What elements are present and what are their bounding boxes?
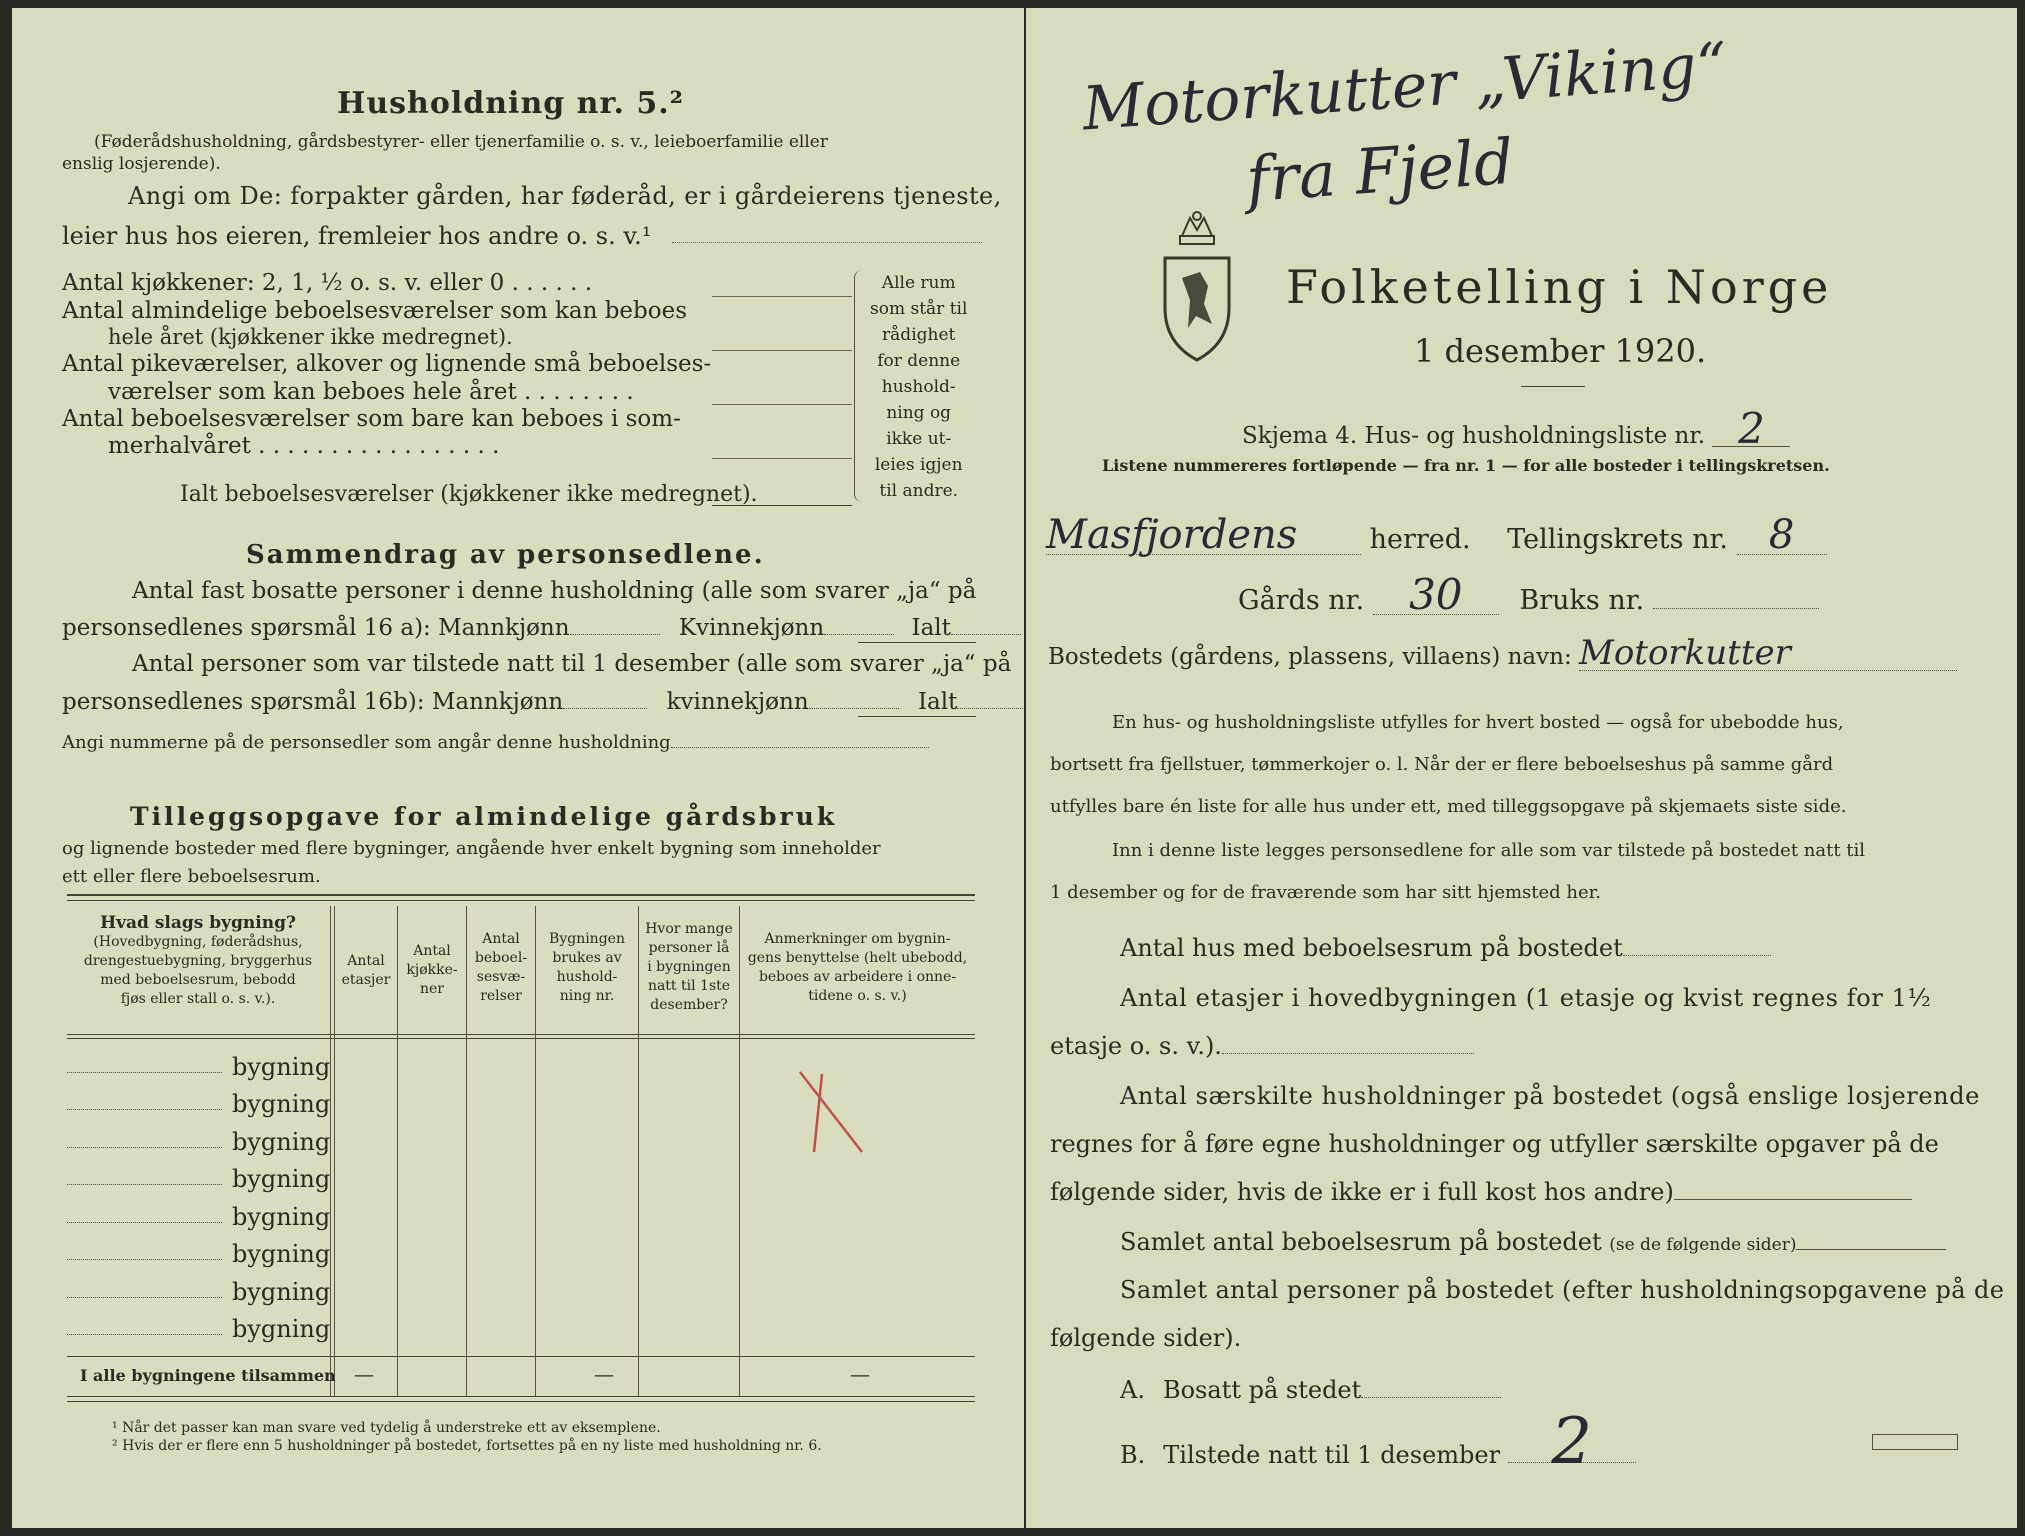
summary-title: Sammendrag av personsedlene. bbox=[246, 540, 765, 570]
rooms-line-6: merhalvåret . . . . . . . . . . . . . . . . . bbox=[108, 433, 500, 459]
th-rooms: Antal beboel- sesvæ- relser bbox=[474, 931, 528, 1004]
form-title: Folketelling i Norge bbox=[1286, 260, 1833, 314]
intro-line-2: leier hus hos eieren, fremleier hos andre o. s. v.¹ bbox=[62, 222, 652, 250]
building-row: bygning bbox=[67, 1315, 330, 1343]
q4: Samlet antal beboelsesrum på bostedet (se de følgende sider) bbox=[1120, 1228, 1946, 1256]
tillegg-sub-1: og lignende bosteder med flere bygninger, angående hver enkelt bygning som inneholder bbox=[62, 838, 881, 859]
herred-value: Masfjordens bbox=[1046, 516, 1361, 555]
para2-line-2: 1 desember og for de fraværende som har sitt hjemsted her. bbox=[1050, 882, 1601, 903]
building-row: bygning bbox=[67, 1090, 330, 1118]
tillegg-sub-2: ett eller flere beboelsesrum. bbox=[62, 866, 321, 887]
th-used-by: Bygningen brukes av hushold- ning nr. bbox=[549, 931, 625, 1004]
household-heading-sub2: enslig losjerende). bbox=[62, 154, 221, 174]
building-row: bygning bbox=[67, 1128, 330, 1156]
bosted-line: Bostedets (gårdens, plassens, villaens) navn: Motorkutter bbox=[1048, 636, 1957, 671]
qB-value: 2 bbox=[1508, 1422, 1636, 1463]
building-row: bygning bbox=[67, 1240, 330, 1268]
summary-1a: Antal fast bosatte personer i denne husholdning (alle som svarer „ja“ på bbox=[132, 578, 977, 604]
q2a: Antal etasjer i hovedbygningen (1 etasje og kvist regnes for 1½ bbox=[1120, 984, 1932, 1012]
para1-line-2: bortsett fra fjellstuer, tømmerkojer o. l. Når der er flere beboelseshus på samme gård bbox=[1050, 754, 1834, 775]
handwritten-title-2: fra Fjeld bbox=[1243, 124, 1516, 217]
skjema-line: Skjema 4. Hus- og husholdningsliste nr. 2 bbox=[1242, 412, 1790, 449]
rooms-line-5: Antal beboelsesværelser som bare kan beboes i som- bbox=[62, 406, 681, 432]
bosted-value: Motorkutter bbox=[1579, 636, 1957, 671]
th-floors: Antal etasjer bbox=[341, 953, 391, 988]
angi-nummerne: Angi nummerne på de personsedler som angår denne husholdning bbox=[62, 732, 929, 753]
q5a: Samlet antal personer på bostedet (efter husholdningsopgavene på de bbox=[1120, 1276, 2005, 1304]
qB: B. Tilstede natt til 1 desember 2 bbox=[1120, 1422, 1636, 1469]
printer-stamp bbox=[1872, 1434, 1958, 1450]
household-heading: Husholdning nr. 5.² bbox=[337, 86, 684, 121]
rooms-line-0: Antal kjøkkener: 2, 1, ½ o. s. v. eller 0 . . . . . . bbox=[62, 270, 593, 296]
gards-line: Gårds nr. 30 Bruks nr. bbox=[1238, 576, 1819, 616]
q3a: Antal særskilte husholdninger på bostedet (også enslige losjerende bbox=[1120, 1082, 1980, 1110]
building-row: bygning bbox=[67, 1165, 330, 1193]
household-heading-sub: (Føderådshusholdning, gårdsbestyrer- eller tjenerfamilie o. s. v., leieboerfamilie eller bbox=[94, 132, 828, 152]
herred-line: Masfjordens herred. Tellingskrets nr. 8 bbox=[1046, 516, 1827, 555]
footnote-2: ² Hvis der er flere enn 5 husholdninger på bostedet, fortsettes på en ny liste med husholdning nr. 6. bbox=[112, 1438, 822, 1454]
right-page bbox=[1026, 8, 2017, 1528]
coat-of-arms-icon bbox=[1160, 208, 1234, 368]
total-dash: — bbox=[354, 1362, 374, 1386]
intro-line-1: Angi om De: forpakter gården, har føderåd, er i gårdeierens tjeneste, bbox=[128, 182, 1002, 210]
para1-line-1: En hus- og husholdningsliste utfylles for hvert bosted — også for ubebodde hus, bbox=[1112, 712, 1844, 733]
handwritten-title-1: Motorkutter „Viking“ bbox=[1080, 29, 1730, 145]
krets-value: 8 bbox=[1737, 516, 1827, 555]
footnote-1: ¹ Når det passer kan man svare ved tydelig å understreke ett av eksemplene. bbox=[112, 1420, 661, 1436]
q2b: etasje o. s. v.). bbox=[1050, 1032, 1474, 1060]
red-cross-mark bbox=[792, 1068, 872, 1158]
qA: A. Bosatt på stedet bbox=[1120, 1376, 1501, 1404]
q3c: følgende sider, hvis de ikke er i full kost hos andre) bbox=[1050, 1178, 1912, 1206]
list-number: 2 bbox=[1712, 412, 1790, 447]
form-date: 1 desember 1920. bbox=[1414, 332, 1707, 370]
building-row: bygning bbox=[67, 1278, 330, 1306]
rooms-line-4: værelser som kan beboes hele året . . . . . . . . bbox=[108, 379, 634, 405]
th-persons: Hvor mange personer lå i bygningen natt til 1ste desember? bbox=[645, 921, 733, 1013]
th-kitchens: Antal kjøkke- ner bbox=[406, 943, 458, 997]
th-remarks: Anmerkninger om bygnin- gens benyttelse (helt ubebodd, beboes av arbeidere i onne- tidene o. s. v.) bbox=[747, 931, 968, 1004]
side-bracket bbox=[854, 270, 865, 502]
rooms-line-3: Antal pikeværelser, alkover og lignende små beboelses- bbox=[62, 351, 712, 377]
q5b: følgende sider). bbox=[1050, 1324, 1242, 1352]
para2-line-1: Inn i denne liste legges personsedlene for alle som var tilstede på bostedet natt til bbox=[1112, 840, 1866, 861]
summary-2b: personsedlenes spørsmål 16b): Mannkjønn kvinnekjønn Ialt bbox=[62, 689, 1023, 715]
q1: Antal hus med beboelsesrum på bostedet bbox=[1120, 934, 1771, 962]
left-page bbox=[12, 8, 1024, 1528]
total-row-label: I alle bygningene tilsammen bbox=[80, 1366, 336, 1385]
rooms-line-2: hele året (kjøkkener ikke medregnet). bbox=[108, 325, 513, 349]
rooms-line-1: Antal almindelige beboelsesværelser som kan beboes bbox=[62, 298, 688, 324]
q3b: regnes for å føre egne husholdninger og utfyller særskilte opgaver på de bbox=[1050, 1130, 1939, 1158]
rooms-total: Ialt beboelsesværelser (kjøkkener ikke medregnet). bbox=[180, 482, 758, 507]
para1-line-3: utfylles bare én liste for alle hus under ett, med tilleggsopgave på skjemaets siste side. bbox=[1050, 796, 1847, 817]
total-dash: — bbox=[594, 1362, 614, 1386]
side-note: Alle rum som står til rådighet for denne hushold- ning og ikke ut- leies igjen til andre. bbox=[870, 273, 968, 501]
total-dash: — bbox=[850, 1362, 870, 1386]
listene-note: Listene nummereres fortløpende — fra nr. 1 — for alle bosteder i tellingskretsen. bbox=[1102, 456, 1830, 475]
gards-value: 30 bbox=[1373, 576, 1499, 615]
summary-1b: personsedlenes spørsmål 16 a): Mannkjønn Kvinnekjønn Ialt bbox=[62, 615, 1021, 641]
tillegg-title: Tilleggsopgave for almindelige gårdsbruk bbox=[130, 802, 838, 831]
th-building-type: Hvad slags bygning? (Hovedbygning, føderådshus, drengestuebygning, bryggerhus med beboelsesrum, bebodd fjøs eller stall o. s. v.). bbox=[83, 913, 313, 1007]
summary-2a: Antal personer som var tilstede natt til 1 desember (alle som svarer „ja“ på bbox=[132, 651, 1012, 677]
building-row: bygning bbox=[67, 1203, 330, 1231]
building-row: bygning bbox=[67, 1053, 330, 1081]
